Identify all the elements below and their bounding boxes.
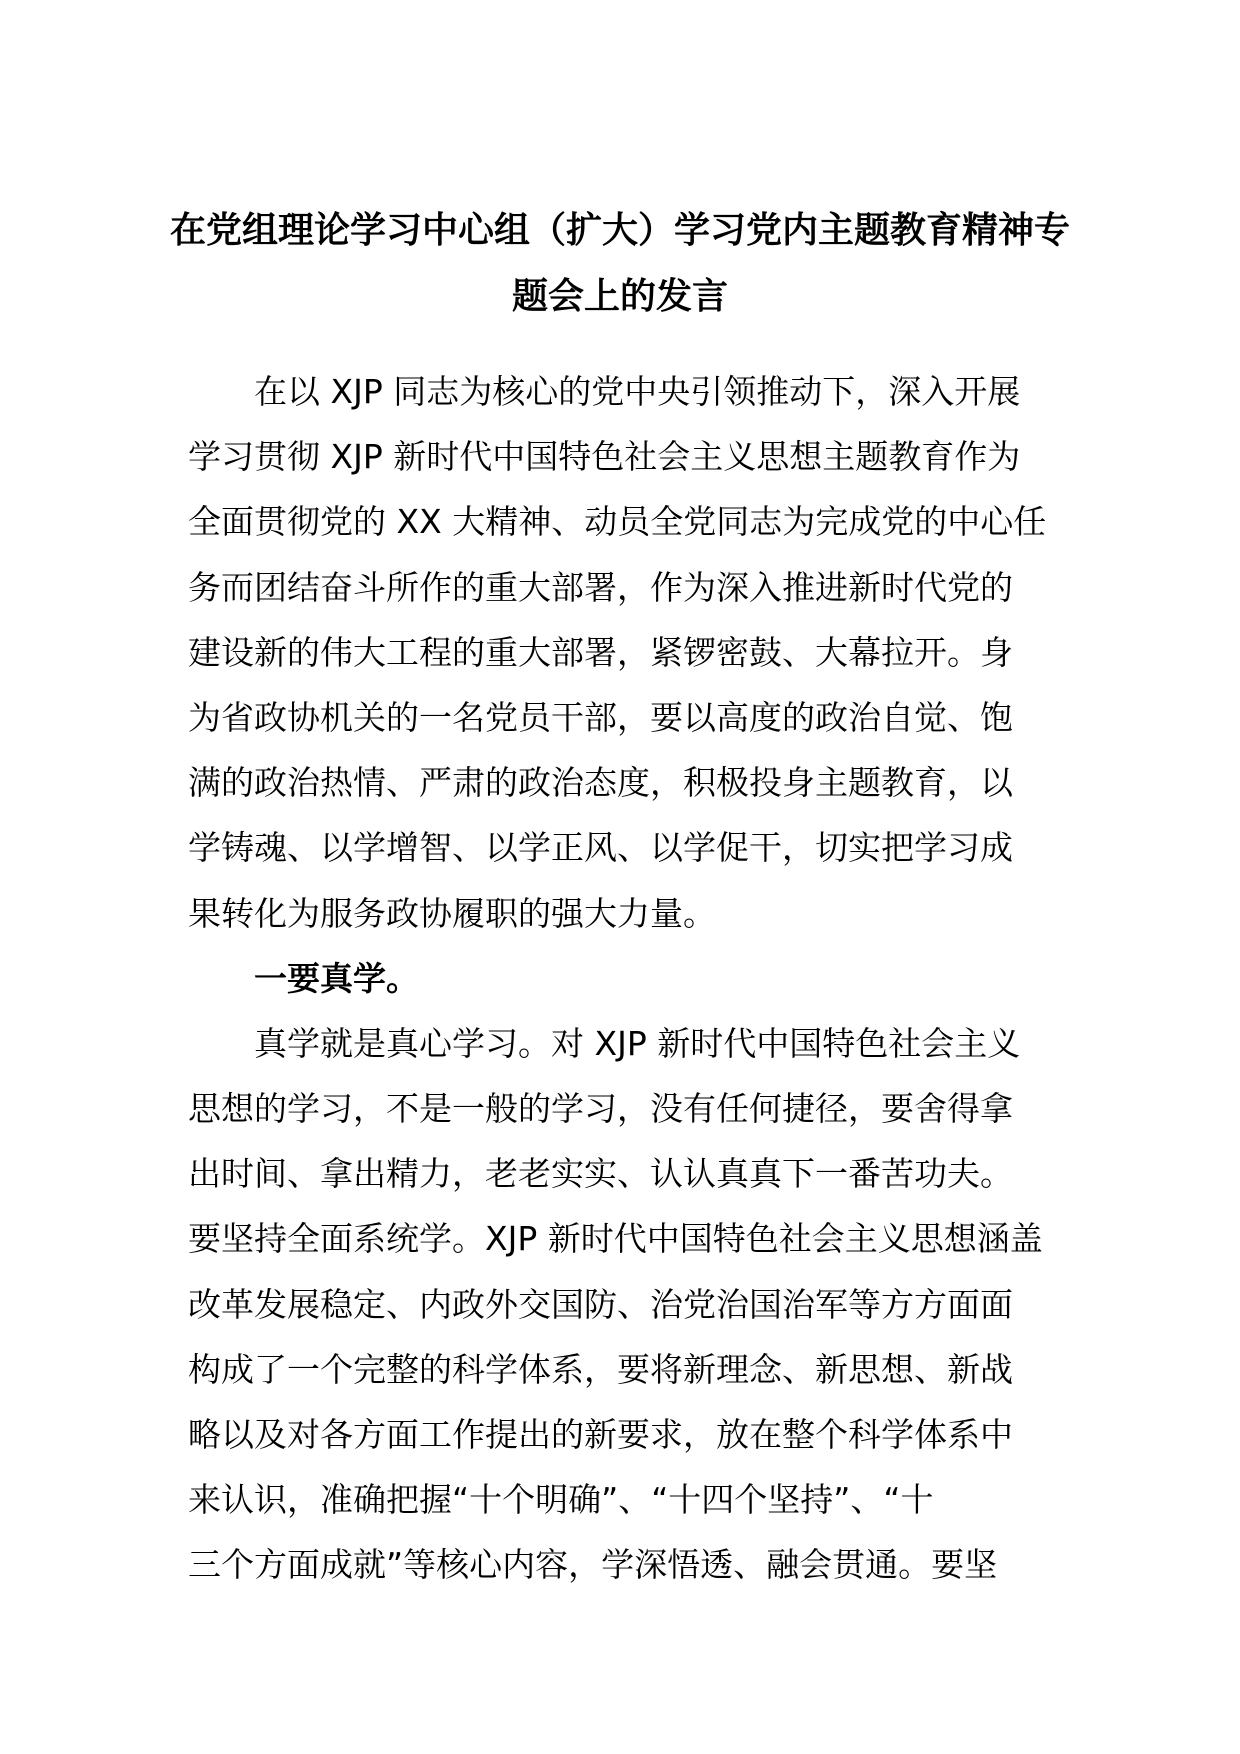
paragraph-line: 出时间、拿出精力，老老实实、认认真真下一番苦功夫。: [188, 1154, 1013, 1194]
document-title: [150, 198, 1090, 330]
paragraph-line: 在以 XJP 同志为核心的党中央引领推动下，深入开展: [254, 372, 1021, 411]
paragraph-line: 来认识，准确把握“十个明确”、“十四个坚持”、“十: [188, 1480, 934, 1520]
paragraph-line: 学铸魂、以学增智、以学正风、以学促干，切实把学习成: [188, 828, 1013, 868]
section-heading-1: 一要真学。: [254, 958, 419, 998]
title-line-2: 题会上的发言: [511, 276, 728, 317]
paragraph-line: 建设新的伟大工程的重大部署，紧锣密鼓、大幕拉开。身: [188, 632, 1013, 672]
paragraph-line: 学习贯彻 XJP 新时代中国特色社会主义思想主题教育作为: [188, 437, 1021, 477]
paragraph-line: 务而团结奋斗所作的重大部署，作为深入推进新时代党的: [188, 567, 1013, 607]
paragraph-line: 果转化为服务政协履职的强大力量。: [188, 893, 716, 933]
paragraph-line: 改革发展稳定、内政外交国防、治党治国治军等方方面面: [188, 1284, 1013, 1324]
paragraph-line: 略以及对各方面工作提出的新要求，放在整个科学体系中: [188, 1415, 1013, 1454]
paragraph-line: 要坚持全面系统学。XJP 新时代中国特色社会主义思想涵盖: [188, 1219, 1043, 1259]
paragraph-intro: [188, 359, 1058, 946]
paragraph-line: 构成了一个完整的科学体系，要将新理念、新思想、新战: [188, 1349, 1013, 1389]
paragraph-line: 三个方面成就”等核心内容，学深悟透、融会贯通。要坚: [188, 1545, 998, 1585]
paragraph-line: 思想的学习，不是一般的学习，没有任何捷径，要舍得拿: [188, 1089, 1013, 1129]
paragraph-line: 真学就是真心学习。对 XJP 新时代中国特色社会主义: [254, 1023, 1021, 1063]
paragraph-line: 全面贯彻党的 XX 大精神、动员全党同志为完成党的中心任: [188, 502, 1047, 542]
paragraph-line: 满的政治热情、严肃的政治态度，积极投身主题教育，以: [188, 763, 1013, 803]
title-line-1: 在党组理论学习中心组（扩大）学习党内主题教育精神专: [169, 210, 1070, 251]
document-body: [188, 359, 1058, 1598]
paragraph-line: 为省政协机关的一名党员干部，要以高度的政治自觉、饱: [188, 697, 1013, 737]
paragraph-zhenxue: [188, 1011, 1058, 1598]
